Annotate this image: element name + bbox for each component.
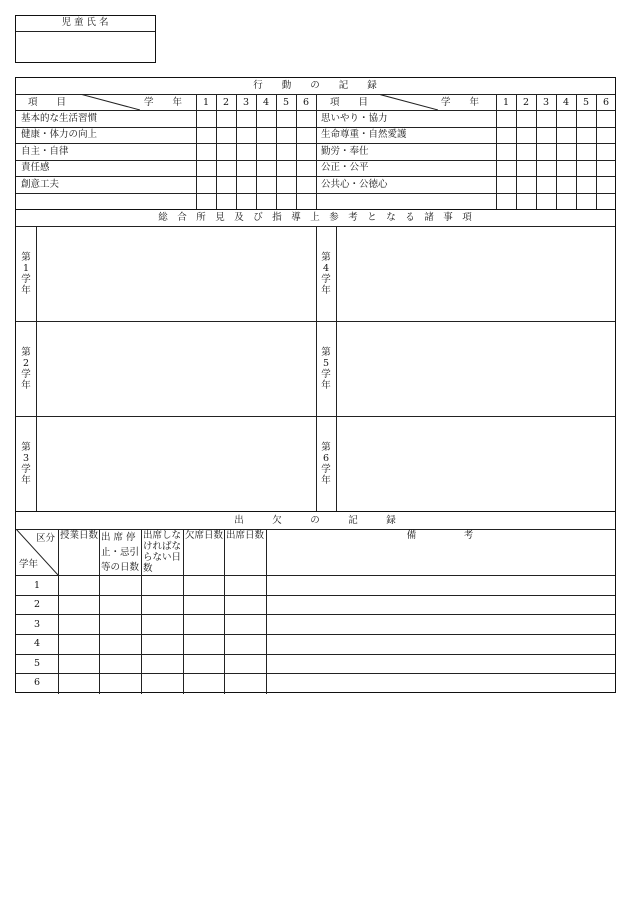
findings-field-2[interactable] xyxy=(37,322,315,415)
attendance-corner-top: 区分 xyxy=(36,533,56,544)
findings-title: 総 合 所 見 及 び 指 導 上 参 考 と な る 諸 事 項 xyxy=(158,212,472,223)
attendance-col-header: 出 席 停 xyxy=(101,532,136,543)
behavior-item: 勤労・奉仕 xyxy=(321,146,369,157)
header-diagonal-right xyxy=(378,94,438,110)
attendance-row-grade: 2 xyxy=(33,599,41,610)
attendance-remarks-header: 備 考 xyxy=(406,530,474,541)
behavior-item: 公正・公平 xyxy=(321,162,369,173)
grade-num-left: 3 xyxy=(242,97,250,108)
attendance-row-grade: 5 xyxy=(33,658,41,669)
behavior-item: 思いやり・協力 xyxy=(321,113,388,124)
findings-field-6[interactable] xyxy=(337,417,614,510)
findings-field-3[interactable] xyxy=(37,417,315,510)
attendance-row-grade: 6 xyxy=(33,677,41,688)
behavior-item: 生命尊重・自然愛護 xyxy=(321,129,407,140)
behavior-item: 基本的な生活習慣 xyxy=(21,113,98,124)
attendance-col-header: 出席日数 xyxy=(226,530,265,541)
attendance-col-header: 数 xyxy=(143,563,153,574)
findings-field-4[interactable] xyxy=(337,227,614,320)
grade-num-left: 4 xyxy=(262,97,270,108)
findings-year-label: 第6学年 xyxy=(321,442,331,486)
behavior-item-header-right: 項 目 xyxy=(330,97,369,108)
grade-num-right: 4 xyxy=(562,97,570,108)
attendance-row-grade: 3 xyxy=(33,619,41,630)
attendance-col-header: ければな xyxy=(143,541,182,552)
behavior-item-header-left: 項 目 xyxy=(28,97,67,108)
behavior-item: 創意工夫 xyxy=(21,179,60,190)
student-name-box xyxy=(15,15,156,63)
record-sheet xyxy=(15,77,616,693)
findings-year-label: 第5学年 xyxy=(321,347,331,391)
grade-num-right: 1 xyxy=(502,97,510,108)
findings-year-label: 第1学年 xyxy=(21,252,31,296)
findings-year-label: 第3学年 xyxy=(21,442,31,486)
behavior-item: 健康・体力の向上 xyxy=(21,129,98,140)
grade-num-right: 5 xyxy=(582,97,590,108)
grade-num-left: 2 xyxy=(222,97,230,108)
attendance-row-grade: 4 xyxy=(33,638,41,649)
attendance-col-header: 等の日数 xyxy=(101,562,140,573)
grade-num-right: 2 xyxy=(522,97,530,108)
findings-year-label: 第2学年 xyxy=(21,347,31,391)
grade-num-right: 3 xyxy=(542,97,550,108)
grade-num-right: 6 xyxy=(602,97,610,108)
header-diagonal-left xyxy=(80,94,140,110)
attendance-col-header: 欠席日数 xyxy=(185,530,224,541)
behavior-grade-header-right: 学 年 xyxy=(441,97,480,108)
attendance-col-header: 出席しな xyxy=(143,530,182,541)
findings-field-5[interactable] xyxy=(337,322,614,415)
student-name-label: 児 童 氏 名 xyxy=(61,17,109,28)
behavior-title: 行 動 の 記 録 xyxy=(253,80,377,91)
behavior-grade-header-left: 学 年 xyxy=(144,97,183,108)
grade-num-left: 1 xyxy=(202,97,210,108)
findings-year-label: 第4学年 xyxy=(321,252,331,296)
findings-field-1[interactable] xyxy=(37,227,315,320)
attendance-col-header: 止・忌引 xyxy=(101,547,140,558)
attendance-col-header: 授業日数 xyxy=(60,530,99,541)
behavior-item: 自主・自律 xyxy=(21,146,69,157)
grade-num-left: 5 xyxy=(282,97,290,108)
attendance-col-header: らない日 xyxy=(143,552,182,563)
attendance-corner-bottom: 学年 xyxy=(19,559,39,570)
grade-num-left: 6 xyxy=(302,97,310,108)
attendance-title: 出 欠 の 記 録 xyxy=(234,515,396,526)
attendance-row-grade: 1 xyxy=(33,580,41,591)
behavior-item: 公共心・公徳心 xyxy=(321,179,388,190)
student-name-field[interactable] xyxy=(16,32,154,61)
behavior-item: 責任感 xyxy=(21,162,50,173)
